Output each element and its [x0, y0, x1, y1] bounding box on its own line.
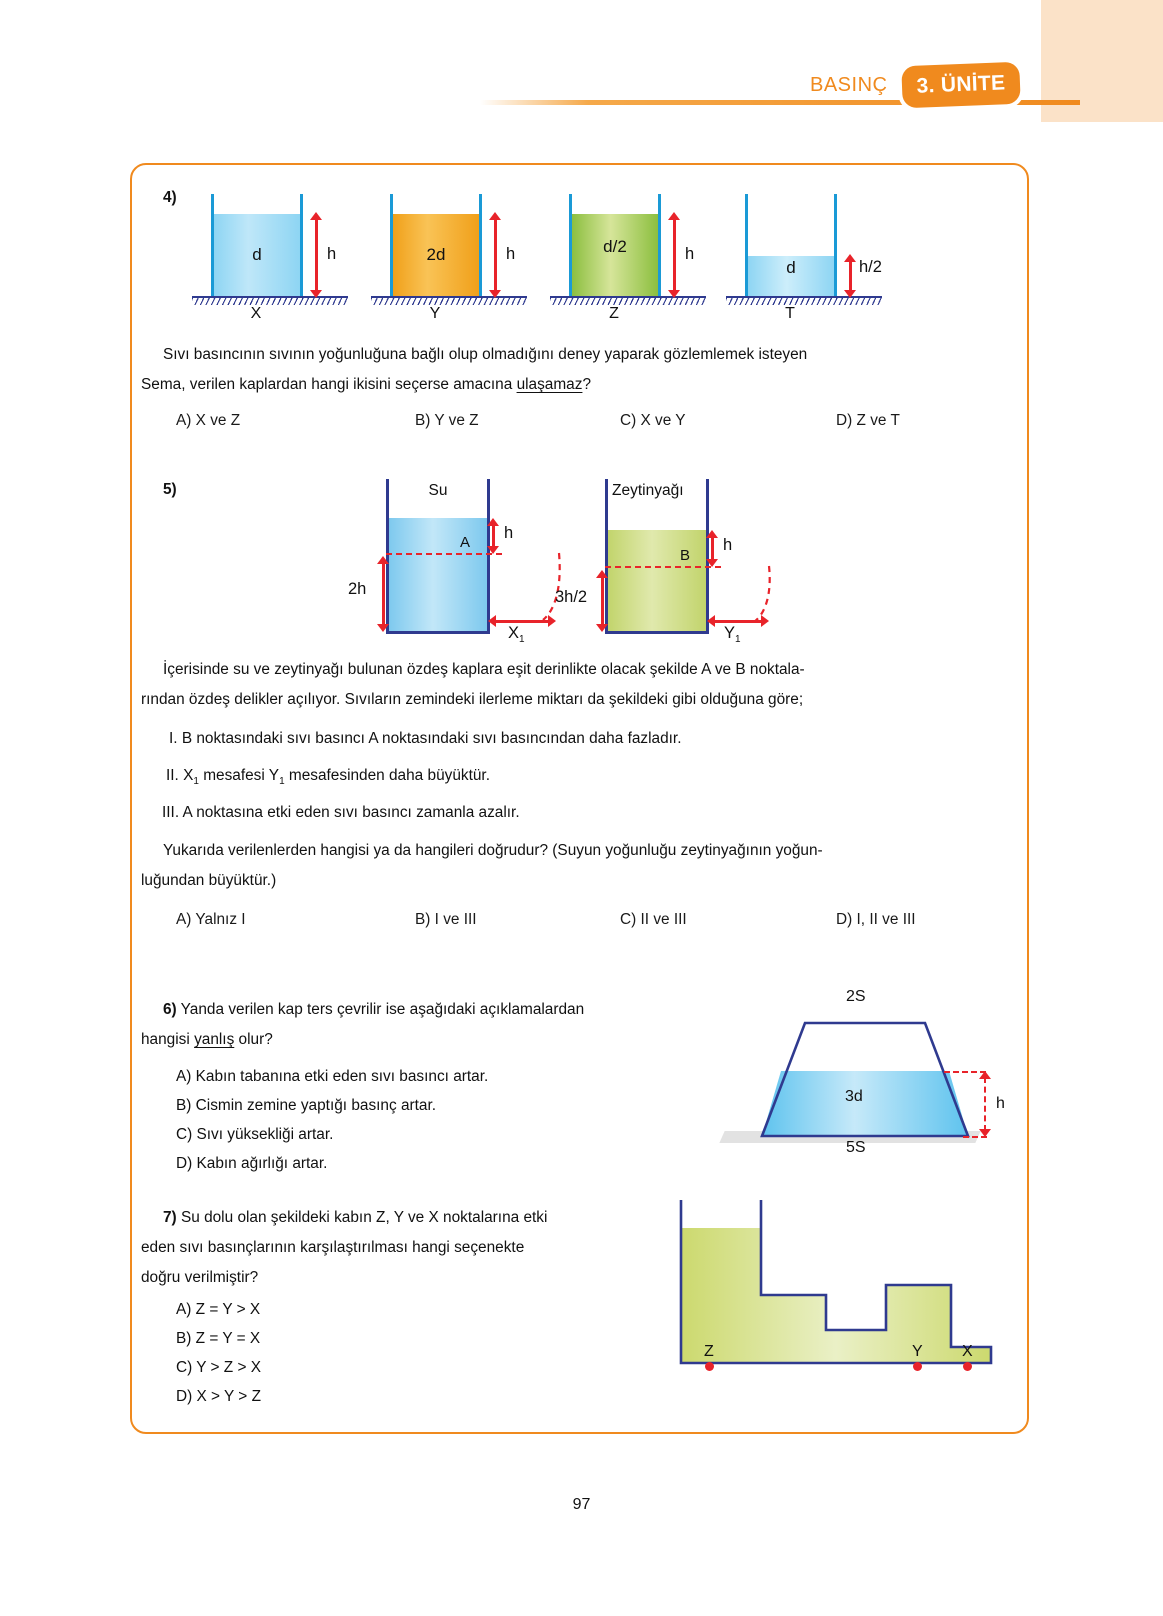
vessel-x-height-arrow [310, 212, 322, 298]
question-7-stem-line3: doğru verilmiştir? [141, 1269, 259, 1286]
q5-water-name-label: Su [428, 482, 448, 499]
q5-oil-range-base: Y [724, 624, 736, 642]
question-6-option-d[interactable]: D) Kabın ağırlığı artar. [176, 1155, 328, 1172]
q7-point-label-z: Z [704, 1343, 714, 1360]
q5-oil-liquid [608, 530, 706, 631]
q5-oil-hole-dashed-line [605, 566, 721, 568]
question-6-stem-text: Yanda verilen kap ters çevrilir ise aşağıdaki açıklamalardan [176, 1001, 585, 1018]
vessel-x-density-label: d [252, 245, 262, 264]
question-5-option-b[interactable]: B) I ve III [415, 911, 477, 928]
question-4-option-c[interactable]: C) X ve Y [620, 412, 686, 429]
vessel-x-right-wall [300, 194, 303, 298]
question-5-number: 5) [163, 481, 177, 498]
question-6-number: 6) [163, 1001, 177, 1018]
question-7-number: 7) [163, 1209, 177, 1226]
vessel-z-height-arrow [668, 212, 680, 298]
vessel-y-height-label: h [506, 245, 516, 263]
question-5-option-c[interactable]: C) II ve III [620, 911, 687, 928]
question-7-stem-line2: eden sıvı basınçlarının karşılaştırılması hangi seçenekte [141, 1239, 525, 1256]
header-subject-label: BASINÇ [810, 74, 888, 96]
q5-water-top-depth-label: h [504, 524, 514, 542]
q7-stepped-vessel [676, 1195, 996, 1370]
question-7-stem-line1 [163, 1203, 663, 1233]
q5-water-liquid [389, 518, 487, 631]
q5-stmt2-sub1: 1 [193, 776, 199, 787]
q5-water-bottom [386, 631, 490, 634]
question-6-stem-line2 [141, 1025, 751, 1055]
vessel-t-height-arrow [844, 254, 856, 298]
question-4-number: 4) [163, 189, 177, 206]
question-6-option-a[interactable]: A) Kabın tabanına etki eden sıvı basıncı artar. [176, 1068, 489, 1085]
question-6-option-b[interactable]: B) Cismin zemine yaptığı basınç artar. [176, 1097, 437, 1114]
q5-oil-top-depth-label: h [723, 536, 733, 554]
q5-oil-point-label: B [680, 547, 691, 564]
q5-oil-bottom-depth-label: 3h/2 [555, 588, 588, 606]
q7-point-dot-y [913, 1362, 922, 1371]
question-6-option-c[interactable]: C) Sıvı yüksekliği artar. [176, 1126, 334, 1143]
q6-height-label: h [996, 1095, 1005, 1112]
q5-oil-range-sub: 1 [735, 634, 741, 645]
question-5-statement-2 [166, 761, 996, 793]
vessel-y-height-arrow [489, 212, 501, 298]
question-4-stem-emphasis: ulaşamaz [516, 376, 583, 393]
q7-point-dot-x [963, 1362, 972, 1371]
vessel-y-name: Y [429, 305, 441, 322]
q5-oil-name-label: Zeytinyağı [612, 482, 684, 499]
question-7-option-c[interactable]: C) Y > Z > X [176, 1359, 261, 1376]
vessel-z-right-wall [658, 194, 661, 298]
q5-water-bottom-depth-label: 2h [348, 580, 367, 598]
vessel-t-height-label: h/2 [859, 258, 882, 276]
q5-water-range-base: X [508, 624, 520, 642]
vessel-y-ground [371, 296, 527, 305]
question-6-stem-line2-pre: hangisi [141, 1031, 195, 1048]
question-5-stem-line2: rından özdeş delikler açılıyor. Sıvıların zemindeki ilerleme miktarı da şekildeki gibi olduğuna göre; [141, 691, 804, 708]
vessel-t-name: T [785, 305, 795, 322]
q5-water-hole-dashed-line [386, 553, 502, 555]
question-5-statement-3: III. A noktasına etki eden sıvı basıncı zamanla azalır. [162, 804, 520, 821]
question-7-option-d[interactable]: D) X > Y > Z [176, 1388, 261, 1405]
vessel-x-name: X [250, 305, 262, 322]
q7-point-dot-z [705, 1362, 714, 1371]
vessel-z-height-label: h [685, 245, 695, 263]
question-5-option-a[interactable]: A) Yalnız I [176, 911, 246, 928]
q6-top-width-label: 2S [846, 988, 866, 1005]
q7-point-label-x: X [962, 1343, 973, 1360]
q6-liquid-density-label: 3d [845, 1088, 863, 1105]
vessel-t-right-wall [834, 194, 837, 298]
vessel-y-right-wall [479, 194, 482, 298]
q6-height-arrow [979, 1071, 991, 1137]
question-6-stem-emphasis: yanlış [194, 1031, 235, 1048]
q5-stmt2-mid: mesafesi Y [198, 767, 280, 784]
question-4-option-d[interactable]: D) Z ve T [836, 412, 900, 429]
question-6-stem-line2-post: olur? [234, 1031, 273, 1048]
vessel-t-density-label: d [786, 258, 796, 277]
q5-oil-bottom-depth-arrow [596, 570, 608, 632]
page-number: 97 [572, 1496, 591, 1513]
q6-bottom-width-label: 5S [846, 1139, 866, 1156]
question-5-closing-line2: luğundan büyüktür.) [141, 872, 277, 889]
question-4-option-a[interactable]: A) X ve Z [176, 412, 241, 429]
header-unit-badge: 3. ÜNİTE [901, 62, 1021, 108]
q5-stmt2-sub2: 1 [279, 776, 285, 787]
q6-trapezoid [750, 1005, 980, 1145]
question-4-stem-line2-post: ? [582, 376, 591, 393]
question-5-option-d[interactable]: D) I, II ve III [836, 911, 916, 928]
q5-water-bottom-depth-arrow [377, 556, 389, 632]
q5-oil-range-label [724, 624, 741, 643]
vessel-z-ground [550, 296, 706, 305]
question-6-stem-line1 [163, 995, 751, 1025]
question-4-stem-line2 [141, 370, 1001, 400]
q5-stmt2-pre: II. X [166, 767, 194, 784]
vessel-t-ground [726, 296, 882, 305]
q7-point-label-y: Y [912, 1343, 923, 1360]
vessel-x-ground [192, 296, 348, 305]
vessel-z-density-label: d/2 [603, 237, 627, 256]
vessel-y-density-label: 2d [426, 245, 446, 264]
q5-stmt2-post: mesafesinden daha büyüktür. [284, 767, 490, 784]
question-5-statement-1: I. B noktasındaki sıvı basıncı A noktasındaki sıvı basıncından daha fazladır. [169, 730, 682, 747]
question-4-option-b[interactable]: B) Y ve Z [415, 412, 479, 429]
question-7-option-b[interactable]: B) Z = Y = X [176, 1330, 261, 1347]
q5-water-range-label [508, 624, 525, 643]
q5-water-point-label: A [460, 534, 471, 551]
q5-water-range-sub: 1 [519, 634, 525, 645]
vessel-x-height-label: h [327, 245, 337, 263]
question-5-closing-line1: Yukarıda verilenlerden hangisi ya da hangileri doğrudur? (Suyun yoğunluğu zeytinyağının yoğun- [163, 842, 823, 859]
question-4-stem-line1: Sıvı basıncının sıvının yoğunluğuna bağlı olup olmadığını deney yaparak gözlemlemek isteyen [163, 346, 808, 363]
question-5-stem-line1: İçerisinde su ve zeytinyağı bulunan özdeş kaplara eşit derinlikte olacak şekilde A ve B noktala- [163, 661, 805, 678]
vessel-z-name: Z [609, 305, 619, 322]
q5-oil-bottom [605, 631, 709, 634]
question-7-stem-text: Su dolu olan şekildeki kabın Z, Y ve X noktalarına etki [176, 1209, 548, 1226]
question-7-option-a[interactable]: A) Z = Y > X [176, 1301, 261, 1318]
question-4-stem-line2-pre: Sema, verilen kaplardan hangi ikisini seçerse amacına [141, 376, 517, 393]
